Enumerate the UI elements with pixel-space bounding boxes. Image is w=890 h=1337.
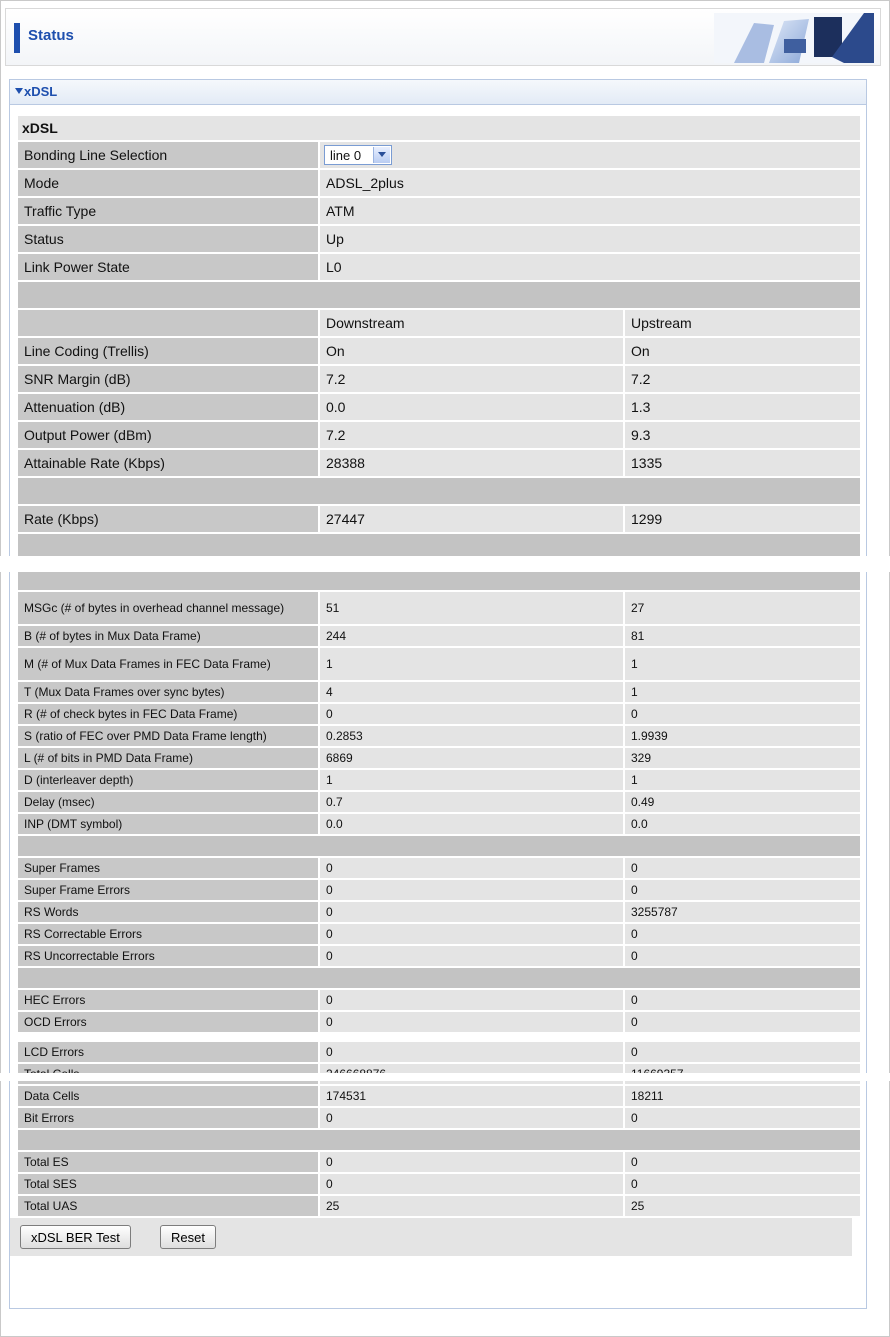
downstream-value: 51 <box>320 592 623 624</box>
header-blank <box>18 310 318 336</box>
upstream-value: 1.3 <box>625 394 860 420</box>
downstream-value: 0 <box>320 1108 623 1128</box>
screenshot-seam <box>0 556 890 572</box>
row-label: B (# of bytes in Mux Data Frame) <box>18 626 318 646</box>
downstream-value: 1 <box>320 770 623 790</box>
downstream-value: 0 <box>320 1042 623 1062</box>
separator-row <box>18 836 860 856</box>
upstream-value: 1299 <box>625 506 860 532</box>
row-value: L0 <box>320 254 860 280</box>
downstream-value: 25 <box>320 1196 623 1216</box>
line-select[interactable] <box>324 145 392 165</box>
header-accent-bar <box>14 23 20 53</box>
table-row <box>18 648 860 680</box>
section-title: xDSL <box>24 84 58 99</box>
downstream-value: 0 <box>320 1152 623 1172</box>
upstream-value: 81 <box>625 626 860 646</box>
upstream-value: 1 <box>625 648 860 680</box>
upstream-value: 0 <box>625 1042 860 1062</box>
chevron-down-icon[interactable] <box>373 147 390 163</box>
row-label: Link Power State <box>18 254 318 280</box>
downstream-value: 0.7 <box>320 792 623 812</box>
table-row <box>18 394 860 420</box>
row-label: Rate (Kbps) <box>18 506 318 532</box>
separator-row <box>18 570 860 590</box>
table-row <box>18 338 860 364</box>
downstream-value: 28388 <box>320 450 623 476</box>
upstream-header: Upstream <box>625 310 860 336</box>
downstream-value: 0 <box>320 990 623 1010</box>
table-row <box>18 450 860 476</box>
row-label: LCD Errors <box>18 1042 318 1062</box>
row-label: Bit Errors <box>18 1108 318 1128</box>
table-row <box>18 726 860 746</box>
separator-row <box>18 968 860 988</box>
row-value: Up <box>320 226 860 252</box>
downstream-value: 0.0 <box>320 814 623 834</box>
table-row <box>18 422 860 448</box>
table-row <box>18 198 860 224</box>
table-row <box>18 226 860 252</box>
row-label: Traffic Type <box>18 198 318 224</box>
table-row <box>18 170 860 196</box>
upstream-value: 0 <box>625 1174 860 1194</box>
table-row <box>18 946 860 966</box>
downstream-header: Downstream <box>320 310 623 336</box>
table-row <box>18 1042 860 1062</box>
downstream-value: 0 <box>320 880 623 900</box>
row-label: Delay (msec) <box>18 792 318 812</box>
upstream-value: 7.2 <box>625 366 860 392</box>
row-label: S (ratio of FEC over PMD Data Frame length) <box>18 726 318 746</box>
upstream-value: 0.49 <box>625 792 860 812</box>
bonding-cell <box>320 142 860 168</box>
upstream-value: 0 <box>625 990 860 1010</box>
table-row <box>18 682 860 702</box>
upstream-value: 25 <box>625 1196 860 1216</box>
downstream-value: 244 <box>320 626 623 646</box>
button-row <box>10 1218 852 1256</box>
downstream-value: 1 <box>320 648 623 680</box>
row-label: Total SES <box>18 1174 318 1194</box>
table-row <box>18 858 860 878</box>
upstream-value: 0 <box>625 704 860 724</box>
upstream-value: 1 <box>625 770 860 790</box>
downstream-value: 0 <box>320 858 623 878</box>
downstream-value: 0 <box>320 1174 623 1194</box>
table-row <box>18 902 860 922</box>
row-label: M (# of Mux Data Frames in FEC Data Frame) <box>18 648 318 680</box>
row-label: RS Words <box>18 902 318 922</box>
downstream-value: 0 <box>320 704 623 724</box>
table-row <box>18 626 860 646</box>
table-row <box>18 924 860 944</box>
upstream-value: 9.3 <box>625 422 860 448</box>
screenshot-seam <box>0 1073 890 1081</box>
table-row <box>18 748 860 768</box>
downstream-value: 0.0 <box>320 394 623 420</box>
downstream-value: 4 <box>320 682 623 702</box>
upstream-value: 329 <box>625 748 860 768</box>
row-label: Status <box>18 226 318 252</box>
page-title: Status <box>28 27 74 44</box>
upstream-value: 0 <box>625 1012 860 1032</box>
xdsl-panel <box>9 79 867 1309</box>
page-header <box>5 8 881 66</box>
row-label: Data Cells <box>18 1086 318 1106</box>
row-label: Total ES <box>18 1152 318 1172</box>
row-label: R (# of check bytes in FEC Data Frame) <box>18 704 318 724</box>
table-row <box>18 1108 860 1128</box>
row-label: Output Power (dBm) <box>18 422 318 448</box>
table-row <box>18 1012 860 1032</box>
downstream-value: 0 <box>320 946 623 966</box>
row-label: Super Frame Errors <box>18 880 318 900</box>
upstream-value: 0 <box>625 924 860 944</box>
column-header-row <box>18 310 860 336</box>
row-label: RS Uncorrectable Errors <box>18 946 318 966</box>
table-row <box>18 1086 860 1106</box>
upstream-value: 0 <box>625 880 860 900</box>
downstream-value: 0.2853 <box>320 726 623 746</box>
row-label: Attainable Rate (Kbps) <box>18 450 318 476</box>
bonding-label: Bonding Line Selection <box>18 142 318 168</box>
row-value: ADSL_2plus <box>320 170 860 196</box>
reset-button[interactable]: Reset <box>160 1225 216 1249</box>
row-value: ATM <box>320 198 860 224</box>
xdsl-ber-test-button[interactable]: xDSL BER Test <box>20 1225 131 1249</box>
row-label: T (Mux Data Frames over sync bytes) <box>18 682 318 702</box>
table-row <box>18 792 860 812</box>
separator-row <box>18 1130 860 1150</box>
row-label: D (interleaver depth) <box>18 770 318 790</box>
row-label: MSGc (# of bytes in overhead channel message) <box>18 592 318 624</box>
downstream-value: 0 <box>320 1012 623 1032</box>
upstream-value: 27 <box>625 592 860 624</box>
bonding-row <box>18 142 860 168</box>
table-row <box>18 1174 860 1194</box>
upstream-value: On <box>625 338 860 364</box>
table-row <box>18 990 860 1010</box>
downstream-value: 174531 <box>320 1086 623 1106</box>
row-label: L (# of bits in PMD Data Frame) <box>18 748 318 768</box>
row-label: Total UAS <box>18 1196 318 1216</box>
table-row <box>18 254 860 280</box>
upstream-value: 1 <box>625 682 860 702</box>
table-row <box>18 704 860 724</box>
table-row <box>18 366 860 392</box>
row-label: Mode <box>18 170 318 196</box>
upstream-value: 1335 <box>625 450 860 476</box>
upstream-value: 0.0 <box>625 814 860 834</box>
row-label: Line Coding (Trellis) <box>18 338 318 364</box>
table-row <box>18 814 860 834</box>
upstream-value: 18211 <box>625 1086 860 1106</box>
downstream-value: On <box>320 338 623 364</box>
row-label: Attenuation (dB) <box>18 394 318 420</box>
table-row <box>18 770 860 790</box>
table-row <box>18 880 860 900</box>
table-row <box>18 592 860 624</box>
upstream-value: 0 <box>625 1108 860 1128</box>
row-label: Super Frames <box>18 858 318 878</box>
downstream-value: 0 <box>320 924 623 944</box>
table-row <box>18 506 860 532</box>
table-title: xDSL <box>22 120 58 136</box>
section-header[interactable] <box>10 80 866 105</box>
upstream-value: 0 <box>625 1152 860 1172</box>
separator-row <box>18 282 860 308</box>
table-row <box>18 1152 860 1172</box>
upstream-value: 0 <box>625 858 860 878</box>
row-label: SNR Margin (dB) <box>18 366 318 392</box>
line-select-value: line 0 <box>330 148 362 163</box>
downstream-value: 6869 <box>320 748 623 768</box>
upstream-value: 1.9939 <box>625 726 860 746</box>
row-label: RS Correctable Errors <box>18 924 318 944</box>
downstream-value: 7.2 <box>320 422 623 448</box>
downstream-value: 0 <box>320 902 623 922</box>
upstream-value: 0 <box>625 946 860 966</box>
separator-row <box>18 478 860 504</box>
row-label: OCD Errors <box>18 1012 318 1032</box>
downstream-value: 7.2 <box>320 366 623 392</box>
header-banner-image <box>714 13 874 63</box>
collapse-triangle-icon[interactable] <box>15 88 23 94</box>
row-label: INP (DMT symbol) <box>18 814 318 834</box>
row-label: HEC Errors <box>18 990 318 1010</box>
table-row <box>18 1196 860 1216</box>
upstream-value: 3255787 <box>625 902 860 922</box>
table-title-row <box>18 116 860 140</box>
downstream-value: 27447 <box>320 506 623 532</box>
